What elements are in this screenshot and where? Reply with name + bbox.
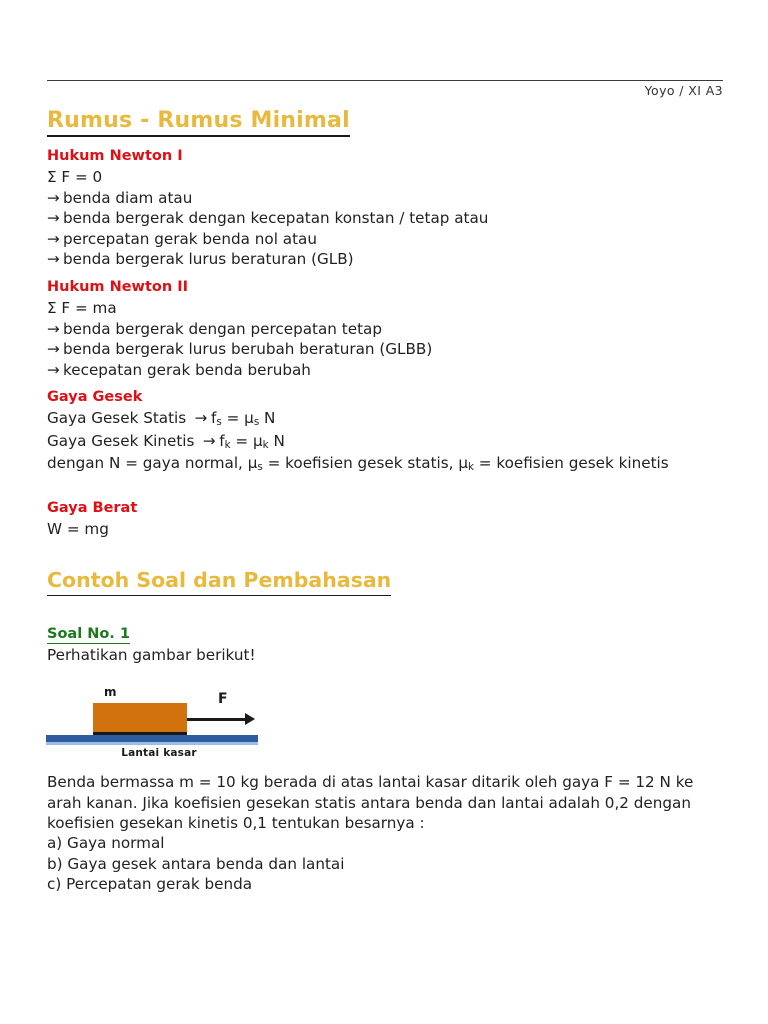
- bullet-text: benda diam atau: [63, 188, 193, 207]
- diagram-caption: Lantai kasar: [121, 747, 197, 759]
- section-heading-newton-1: Hukum Newton I: [47, 148, 183, 164]
- gesek-statis-f-sub: s: [216, 416, 222, 429]
- diagram-force-arrow-line: [187, 718, 248, 721]
- diagram-mass-label: m: [104, 685, 117, 699]
- formula-gesek-kinetis: [47, 431, 737, 454]
- soal-intro-text: Perhatikan gambar berikut!: [47, 646, 256, 664]
- bullet-item: [47, 188, 737, 209]
- bullet-item: [47, 249, 737, 270]
- formula-gesek-statis: [47, 408, 737, 431]
- arrow-icon: →: [47, 250, 60, 268]
- gesek-kinetis-label: Gaya Gesek Kinetis: [47, 431, 195, 450]
- bullet-text: kecepatan gerak benda berubah: [63, 360, 311, 379]
- gesek-kinetis-mu-sub: k: [262, 438, 269, 451]
- gesek-statis-mu-sub: s: [253, 416, 260, 429]
- gesek-kinetis-n: N: [268, 431, 285, 450]
- arrow-icon: →: [47, 360, 60, 379]
- gesek-statis-f: f: [211, 409, 217, 427]
- arrow-icon: →: [47, 229, 60, 248]
- note-part-c: = koefisien gesek kinetis: [473, 454, 669, 472]
- bullet-text: benda bergerak lurus berubah beraturan (GLBB): [63, 340, 433, 358]
- soal-heading: Soal No. 1: [47, 625, 130, 644]
- diagram-floor-highlight: [46, 742, 258, 745]
- section-newton-2: [47, 277, 737, 380]
- gesek-statis-eq: =: [221, 409, 245, 427]
- bullet-text: benda bergerak dengan kecepatan konstan / tetap atau: [63, 209, 489, 227]
- formula-gaya-berat: W = mg: [47, 520, 109, 538]
- gesek-statis-n: N: [259, 409, 276, 427]
- list-item: c) Percepatan gerak benda: [47, 875, 253, 893]
- diagram-force-label: F: [218, 691, 228, 707]
- section-title-contoh-soal: Contoh Soal dan Pembahasan: [47, 568, 391, 596]
- arrow-icon: →: [202, 431, 216, 450]
- diagram-force-arrow-head-icon: [245, 713, 255, 725]
- bullet-item: [47, 339, 737, 360]
- bullet-text: benda bergerak lurus beraturan (GLB): [63, 250, 354, 268]
- gesek-statis-label: Gaya Gesek Statis: [47, 409, 187, 427]
- arrow-icon: →: [47, 209, 60, 227]
- note-part-a: dengan N = gaya normal,: [47, 454, 248, 472]
- list-item: b) Gaya gesek antara benda dan lantai: [47, 854, 345, 873]
- bullet-item: [47, 208, 737, 229]
- bullet-item: [47, 360, 737, 381]
- note-mu-s-sub: s: [257, 461, 263, 474]
- gesek-statis-mu: μ: [244, 409, 254, 427]
- section-heading-gaya-gesek: Gaya Gesek: [47, 389, 143, 405]
- arrow-icon: →: [194, 409, 208, 427]
- section-heading-gaya-berat: Gaya Berat: [47, 500, 138, 516]
- problem-question-list: [47, 833, 647, 895]
- formula-newton-2: Σ F = ma: [47, 299, 117, 317]
- bullet-item: [47, 229, 737, 250]
- bullet-item: [47, 319, 737, 340]
- page-header: [47, 80, 723, 98]
- physics-diagram: [46, 685, 306, 760]
- diagram-block-shape: [93, 703, 187, 732]
- section-gaya-gesek: [47, 387, 737, 476]
- note-mu-k: μ: [458, 454, 468, 472]
- gesek-kinetis-f: f: [219, 431, 225, 450]
- note-mu-s: μ: [247, 454, 258, 472]
- diagram-floor-bar: [46, 735, 258, 742]
- note-part-b: = koefisien gesek statis,: [262, 454, 459, 472]
- section-heading-newton-2: Hukum Newton II: [47, 279, 188, 295]
- page-title: Rumus - Rumus Minimal: [47, 108, 350, 137]
- gesek-kinetis-f-sub: k: [224, 438, 231, 451]
- gesek-kinetis-mu: μ: [253, 431, 263, 450]
- note-mu-k-sub: k: [467, 461, 474, 474]
- bullet-text: percepatan gerak benda nol atau: [63, 229, 317, 248]
- arrow-icon: →: [47, 340, 60, 358]
- header-meta-text: Yoyo / XI A3: [644, 83, 723, 98]
- problem-statement: Benda bermassa m = 10 kg berada di atas lantai kasar ditarik oleh gaya F = 12 N ke arah kanan. Jika koefisien gesekan statis antara benda dan lantai adalah 0,2 dengan koefisien gesekan kinetis 0,1 tentukan besarnya :: [47, 773, 694, 832]
- section-newton-1: [47, 146, 737, 270]
- section-gaya-berat: [47, 498, 737, 540]
- arrow-icon: →: [47, 188, 60, 207]
- gaya-gesek-note: [47, 453, 687, 476]
- formula-newton-1: Σ F = 0: [47, 168, 103, 186]
- gesek-kinetis-eq: =: [230, 431, 253, 450]
- bullet-text: benda bergerak dengan percepatan tetap: [63, 319, 382, 338]
- arrow-icon: →: [47, 319, 60, 338]
- list-item: a) Gaya normal: [47, 834, 165, 852]
